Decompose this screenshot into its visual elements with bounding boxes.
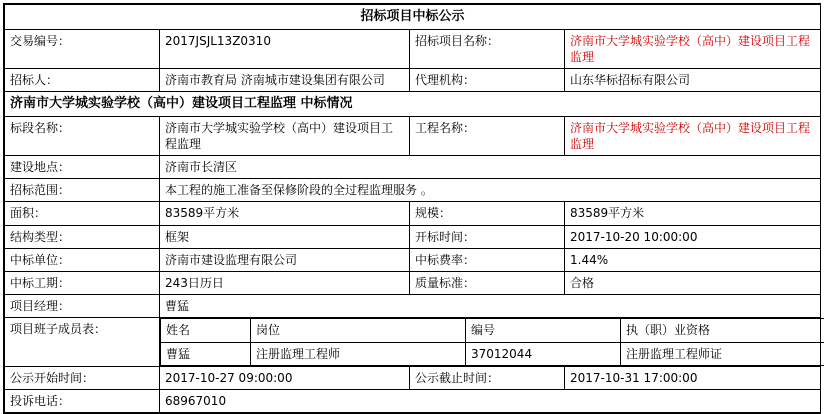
table-row: [5, 29, 821, 68]
table-row: [5, 366, 821, 389]
rate-value: 1.44%: [565, 248, 821, 271]
team-member-post: 注册监理工程师: [251, 342, 466, 365]
publish-start-value: 2017-10-27 09:00:00: [160, 366, 410, 389]
deal-no-value: 2017JSJL13Z0310: [160, 29, 410, 68]
deal-no-label: 交易编号：: [5, 29, 160, 68]
complaint-phone-value: 68967010: [160, 389, 821, 412]
agency-label: 代理机构：: [410, 68, 565, 91]
team-header-row: [161, 319, 824, 342]
title-row: [5, 5, 821, 30]
site-label: 建设地点：: [5, 156, 160, 179]
team-col-post: 岗位: [251, 319, 466, 342]
bid-open-time-value: 2017-10-20 10:00:00: [565, 225, 821, 248]
scale-value: 83589平方米: [565, 202, 821, 225]
team-col-qualification: 执（职）业资格: [621, 319, 824, 342]
scope-value: 本工程的施工准备至保修阶段的全过程监理服务 。: [160, 179, 821, 202]
structure-value: 框架: [160, 225, 410, 248]
area-label: 面积：: [5, 202, 160, 225]
team-table-host: [160, 318, 821, 366]
section-name-label: 标段名称：: [5, 116, 160, 155]
table-row: [5, 225, 821, 248]
announcement-table: [4, 4, 821, 413]
section-header-row: [5, 92, 821, 117]
site-value: 济南市长清区: [160, 156, 821, 179]
engineering-name-value: 济南市大学城实验学校（高中）建设项目工程监理: [565, 116, 821, 155]
agency-value: 山东华标招标有限公司: [565, 68, 821, 91]
winner-value: 济南市建设监理有限公司: [160, 248, 410, 271]
scope-label: 招标范围：: [5, 179, 160, 202]
table-row: [5, 156, 821, 179]
table-row: [5, 179, 821, 202]
tenderer-label: 招标人：: [5, 68, 160, 91]
table-row: [5, 202, 821, 225]
section-name-value: 济南市大学城实验学校（高中）建设项目工程监理: [160, 116, 410, 155]
team-member-qualification: 注册监理工程师证: [621, 342, 824, 365]
publish-start-label: 公示开始时间：: [5, 366, 160, 389]
page-title: 招标项目中标公示: [5, 5, 821, 30]
table-row: [161, 342, 824, 365]
quality-value: 合格: [565, 271, 821, 294]
structure-label: 结构类型：: [5, 225, 160, 248]
table-row: [5, 271, 821, 294]
table-row: [5, 295, 821, 318]
publish-end-label: 公示截止时间：: [410, 366, 565, 389]
team-row: [5, 318, 821, 366]
engineering-name-label: 工程名称：: [410, 116, 565, 155]
scale-label: 规模：: [410, 202, 565, 225]
project-manager-value: 曹猛: [160, 295, 821, 318]
project-name-value: 济南市大学城实验学校（高中）建设项目工程监理: [565, 29, 821, 68]
duration-value: 243日历日: [160, 271, 410, 294]
team-label: 项目班子成员表：: [5, 318, 160, 366]
table-row: [5, 389, 821, 412]
table-row: [5, 248, 821, 271]
section-heading: 济南市大学城实验学校（高中）建设项目工程监理 中标情况: [5, 92, 821, 117]
team-member-name: 曹猛: [161, 342, 251, 365]
area-value: 83589平方米: [160, 202, 410, 225]
rate-label: 中标费率：: [410, 248, 565, 271]
project-name-label: 招标项目名称：: [410, 29, 565, 68]
bid-open-time-label: 开标时间：: [410, 225, 565, 248]
team-member-number: 37012044: [466, 342, 621, 365]
winner-label: 中标单位：: [5, 248, 160, 271]
tenderer-value: 济南市教育局 济南城市建设集团有限公司: [160, 68, 410, 91]
team-table: [160, 318, 824, 365]
quality-label: 质量标准：: [410, 271, 565, 294]
team-col-name: 姓名: [161, 319, 251, 342]
project-manager-label: 项目经理：: [5, 295, 160, 318]
table-row: [5, 116, 821, 155]
table-row: [5, 68, 821, 91]
team-col-number: 编号: [466, 319, 621, 342]
bid-announcement-document: [3, 3, 821, 414]
duration-label: 中标工期：: [5, 271, 160, 294]
publish-end-value: 2017-10-31 17:00:00: [565, 366, 821, 389]
complaint-phone-label: 投诉电话：: [5, 389, 160, 412]
